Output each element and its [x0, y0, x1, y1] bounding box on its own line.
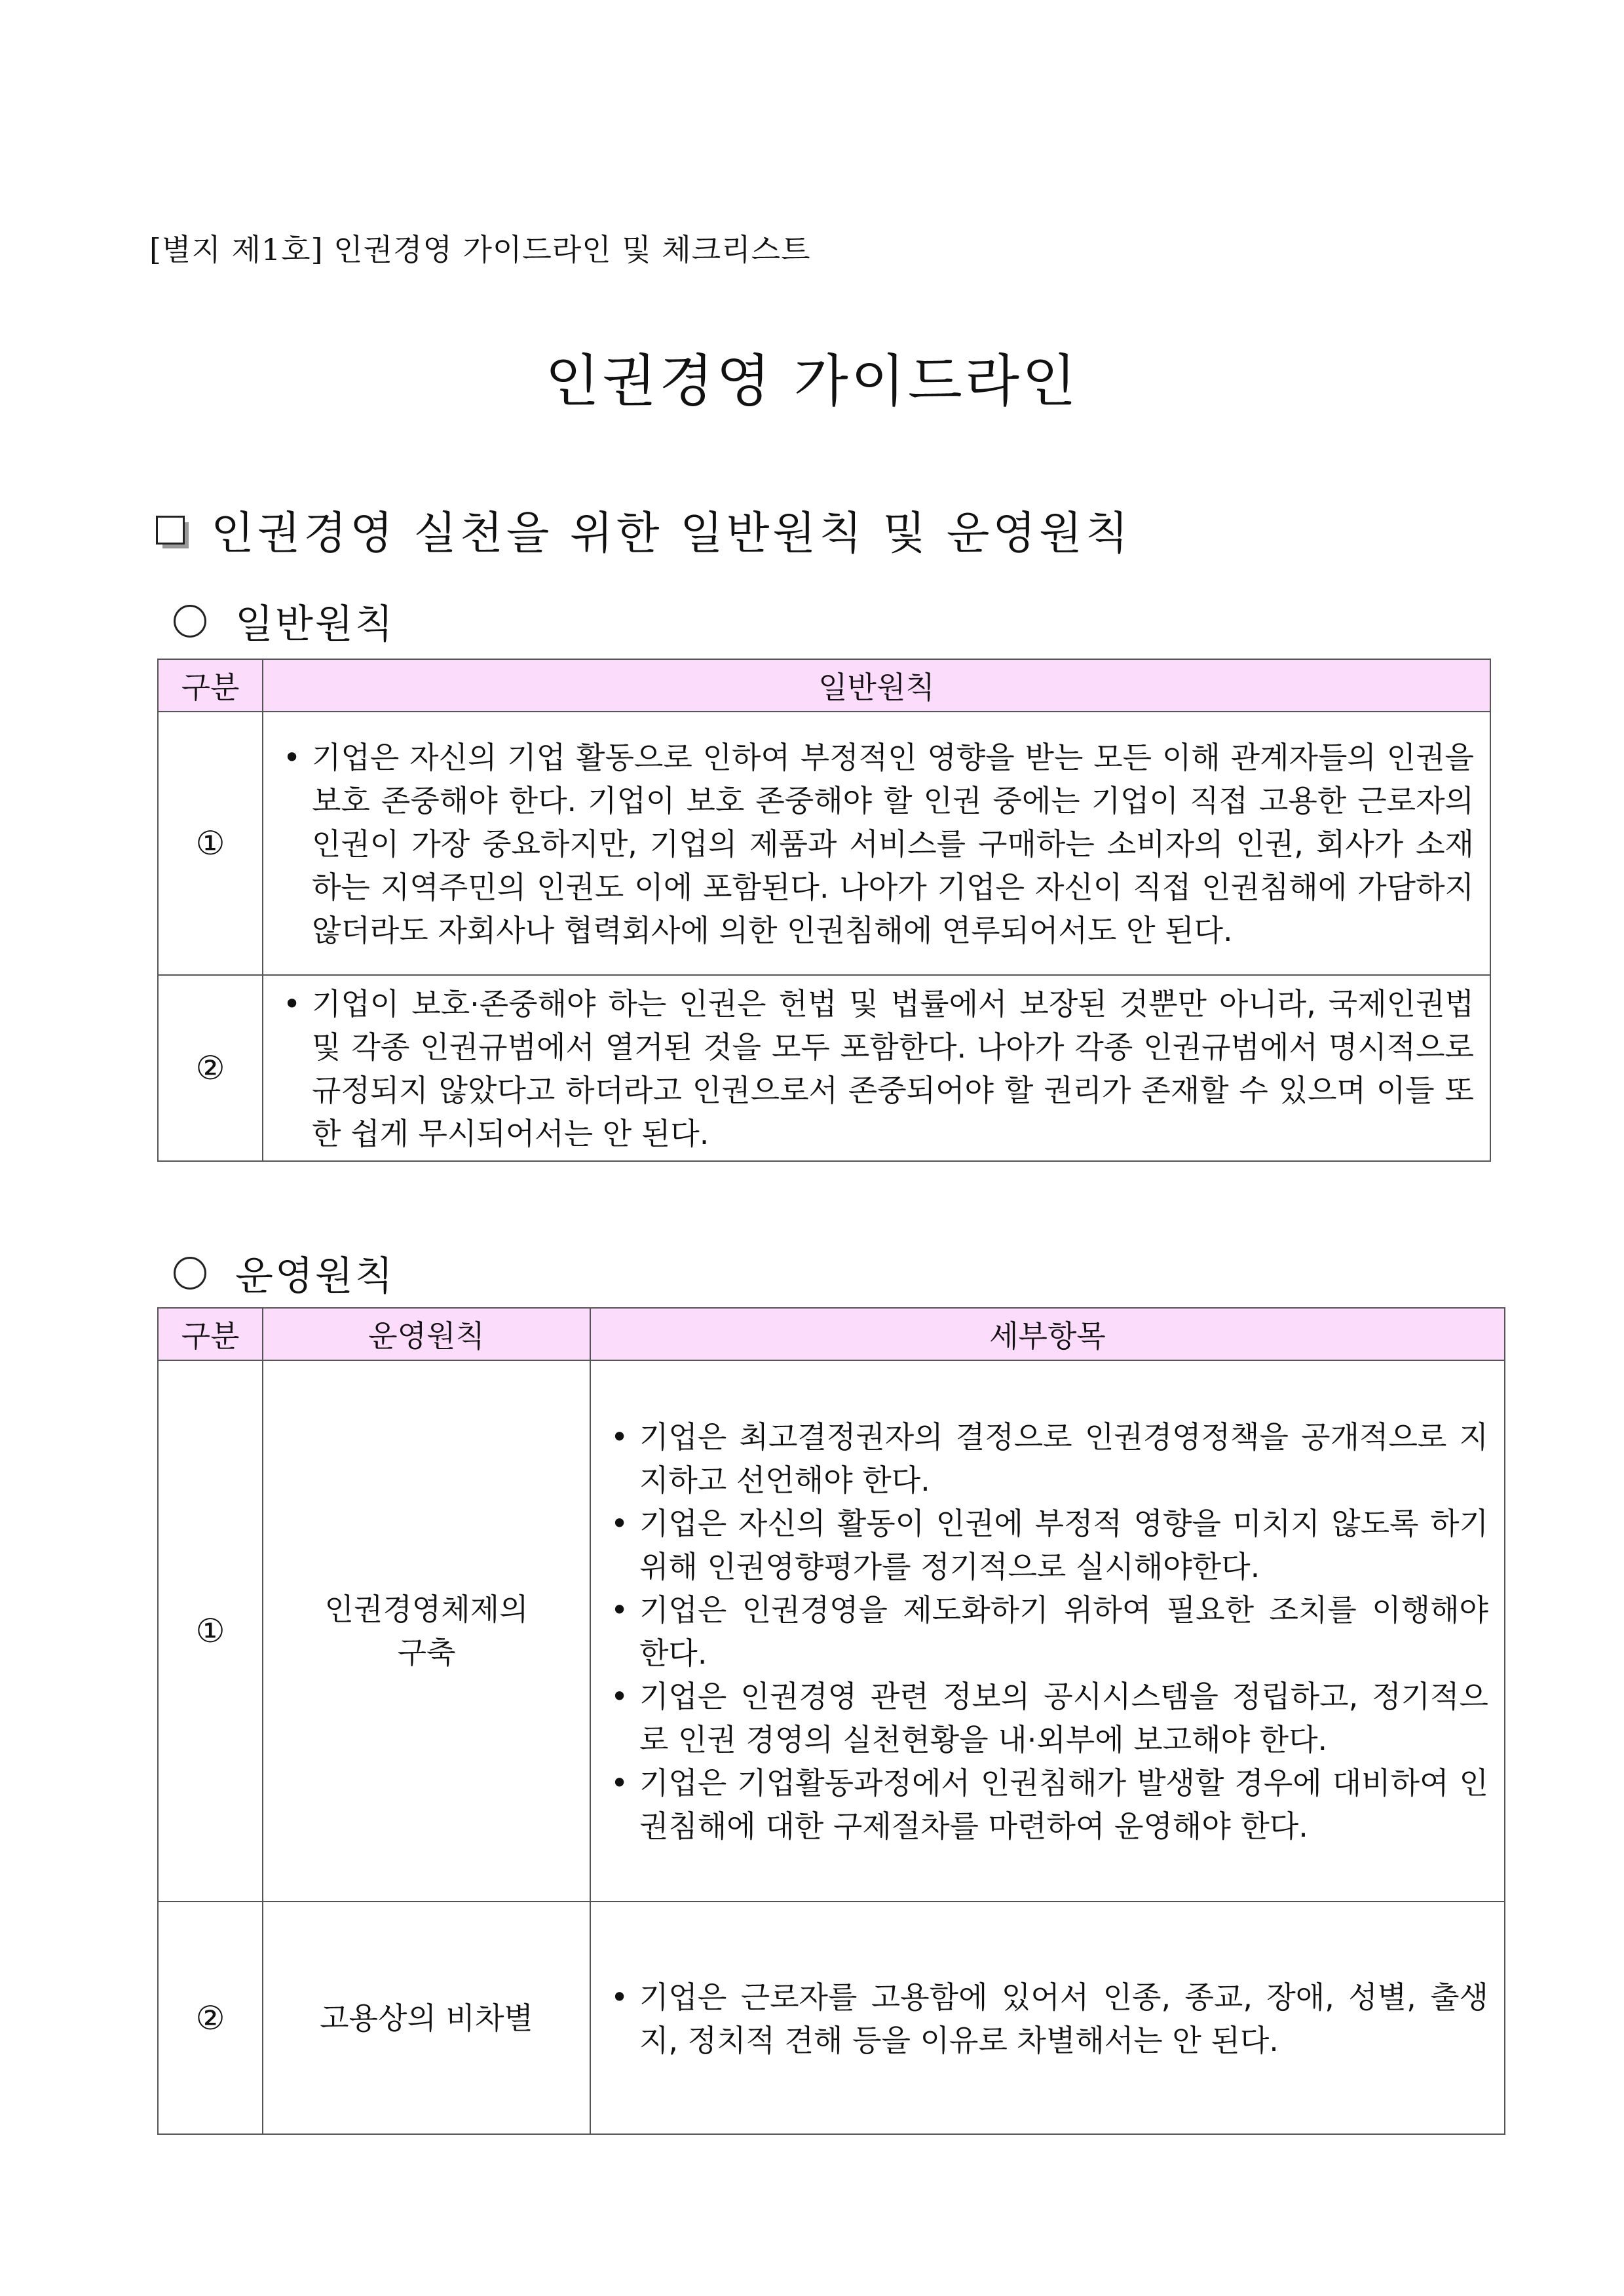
row-number: ② — [158, 1902, 263, 2134]
bullet-mark: • — [611, 1765, 629, 1801]
bullet-mark: • — [611, 1592, 629, 1628]
annex-label: [별지 제1호] 인권경영 가이드라인 및 체크리스트 — [149, 232, 811, 267]
detail-text: 기업은 인권경영을 제도화하기 위하여 필요한 조치를 이행해야 한다. — [639, 1592, 1488, 1671]
header-category: 구분 — [158, 659, 263, 712]
circle-bullet-icon — [174, 605, 206, 638]
circle-bullet-icon — [174, 1257, 206, 1290]
detail-text: 기업은 기업활동과정에서 인권침해가 발생할 경우에 대비하여 인권침해에 대한 구제절차를 마련하여 운영해야 한다. — [639, 1765, 1488, 1844]
bullet-mark: • — [611, 1419, 629, 1455]
list-item — [611, 1415, 1488, 1502]
bullet-mark: • — [611, 1506, 629, 1541]
principle-cell — [263, 712, 1490, 975]
table-row — [158, 1360, 1505, 1902]
general-principles-heading — [174, 593, 395, 649]
header-general-principle: 일반원칙 — [263, 659, 1490, 712]
principle-name-line: 구축 — [397, 1635, 456, 1670]
detail-text: 기업은 근로자를 고용함에 있어서 인종, 종교, 장애, 성별, 출생지, 정치적 견해 등을 이유로 차별해서는 안 된다. — [639, 1979, 1488, 2058]
principle-text: 기업이 보호·존중해야 하는 인권은 헌법 및 법률에서 보장된 것뿐만 아니라, 국제인권법 및 각종 인권규범에서 열거된 것을 모두 포함한다. 나아가 각종 인권규범에서 명시적으로 규정되지 않았다고 하더라고 인권으로서 존중되어야 할 권리가 존재할 수 있으며 이들 또한 쉽게 무시되어서는 안 된다. — [312, 986, 1474, 1151]
section-heading — [156, 498, 1131, 562]
list-item — [283, 982, 1474, 1155]
row-number: ② — [158, 975, 263, 1161]
bullet-mark: • — [283, 740, 301, 775]
list-item — [611, 1761, 1488, 1848]
table-row — [158, 712, 1490, 975]
principle-name-cell — [263, 1902, 590, 2134]
operating-principles-table — [157, 1307, 1505, 2135]
principle-cell — [263, 975, 1490, 1161]
list-item — [611, 1588, 1488, 1675]
detail-text: 기업은 인권경영 관련 정보의 공시시스템을 정립하고, 정기적으로 인권 경영의 실천현황을 내·외부에 보고해야 한다. — [639, 1679, 1488, 1757]
table-header-row — [158, 659, 1490, 712]
details-cell — [590, 1902, 1505, 2134]
list-item — [611, 1976, 1488, 2062]
operating-principles-heading — [174, 1245, 395, 1301]
row-number: ① — [158, 712, 263, 975]
list-item — [611, 1502, 1488, 1588]
table-header-row — [158, 1308, 1505, 1360]
row-number: ① — [158, 1360, 263, 1902]
principle-name-line: 고용상의 비차별 — [320, 2000, 533, 2036]
details-cell — [590, 1360, 1505, 1902]
principle-name-cell — [263, 1360, 590, 1902]
table-row — [158, 975, 1490, 1161]
header-details: 세부항목 — [590, 1308, 1505, 1360]
header-category: 구분 — [158, 1308, 263, 1360]
bullet-mark: • — [611, 1679, 629, 1714]
list-item — [283, 736, 1474, 952]
list-item — [611, 1675, 1488, 1761]
detail-text: 기업은 자신의 활동이 인권에 부정적 영향을 미치지 않도록 하기 위해 인권영향평가를 정기적으로 실시해야한다. — [639, 1506, 1488, 1584]
general-principles-table — [157, 659, 1491, 1162]
header-operating-principle: 운영원칙 — [263, 1308, 590, 1360]
principle-name-line: 인권경영체제의 — [324, 1592, 529, 1627]
operating-principles-heading-text: 운영원칙 — [235, 1253, 395, 1299]
bullet-mark: • — [611, 1979, 629, 2015]
general-principles-heading-text: 일반원칙 — [235, 602, 395, 647]
bullet-mark: • — [283, 986, 301, 1022]
detail-text: 기업은 최고결정권자의 결정으로 인권경영정책을 공개적으로 지지하고 선언해야 한다. — [639, 1419, 1488, 1498]
document-title: 인권경영 가이드라인 — [544, 349, 1080, 414]
table-row — [158, 1902, 1505, 2134]
square-bullet-icon — [156, 516, 185, 545]
section-heading-text: 인권경영 실천을 위한 일반원칙 및 운영원칙 — [211, 508, 1132, 560]
principle-text: 기업은 자신의 기업 활동으로 인하여 부정적인 영향을 받는 모든 이해 관계자들의 인권을 보호 존중해야 한다. 기업이 보호 존중해야 할 인권 중에는 기업이 직접 고용한 근로자의 인권이 가장 중요하지만, 기업의 제품과 서비스를 구매하는 소비자의 인권, 회사가 소재하는 지역주민의 인권도 이에 포함된다. 나아가 기업은 자신이 직접 인권침해에 가담하지 않더라도 자회사나 협력회사에 의한 인권침해에 연루되어서도 안 된다. — [312, 740, 1474, 948]
